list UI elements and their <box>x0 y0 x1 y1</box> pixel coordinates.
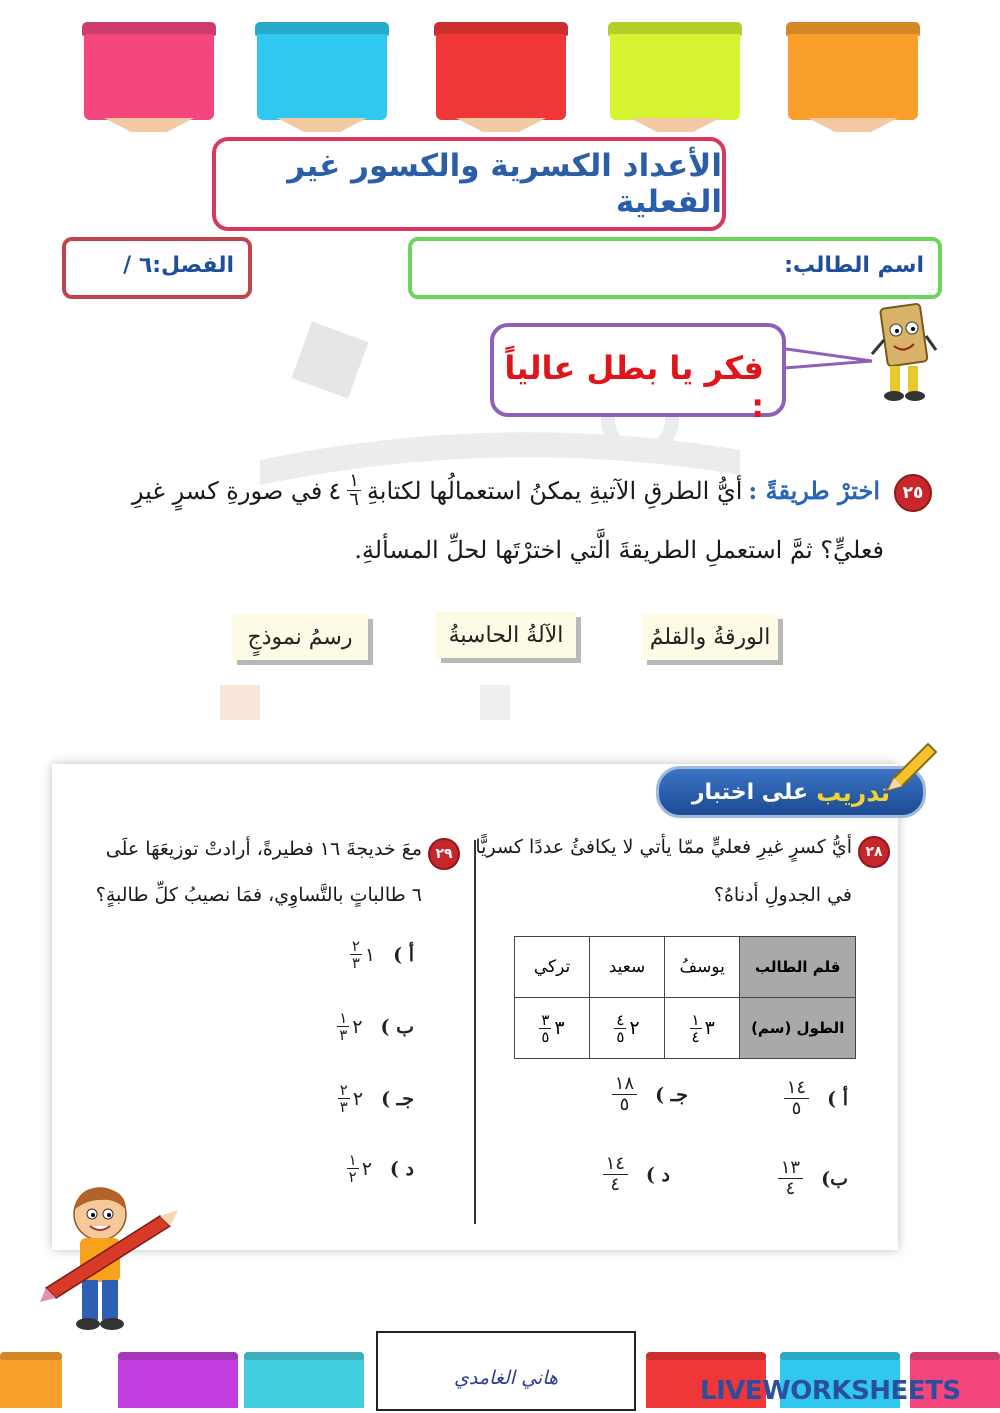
decor-cap-1 <box>84 22 214 132</box>
q29-choice-d[interactable]: د ) ٢ $\frac{١}{٢}$ <box>348 1151 414 1186</box>
q29-choice-b[interactable]: ب ) ٢ $\frac{١}{٣}$ <box>339 1009 414 1044</box>
question-28-number: ٢٨ <box>858 836 890 868</box>
think-text: فكر يا بطل عالياً : <box>504 349 764 425</box>
decor-cap-3 <box>436 22 566 132</box>
q28-choice-c[interactable]: جـ ) ١٨ ٥ <box>612 1074 688 1115</box>
decor-bottom-cap-2 <box>118 1352 238 1408</box>
option-calculator[interactable]: الآلةُ الحاسبةُ <box>436 612 576 658</box>
question-28-line-2: في الجدولِ أدناهُ؟ <box>713 884 852 906</box>
question-25-fraction: $\frac{١}{٦}$ <box>349 470 359 510</box>
student-name-field[interactable] <box>408 237 942 299</box>
question-25-label: اخترْ طريقةً : <box>748 476 880 505</box>
author-box <box>376 1331 636 1411</box>
decor-bottom-cap-1 <box>0 1352 62 1408</box>
class-field[interactable] <box>62 237 252 299</box>
table-header-cell: قلم الطالب <box>740 937 856 998</box>
table-cell-name: يوسفُ <box>664 937 739 998</box>
question-25-text-a: أيُّ الطرقِ الآتيةِ يمكنُ استعمالُها لكتابةِ <box>366 476 743 505</box>
class-label: الفصل:٦ / <box>123 253 234 278</box>
think-bubble <box>490 323 786 425</box>
table-header-cell: الطول (سم) <box>740 998 856 1059</box>
banner-word-training: تدريب <box>816 777 891 807</box>
question-29-line-2: ٦ طالباتٍ بالتَّساوِي، فمَا نصيبُ كلِّ طالبةٍ؟ <box>95 884 422 906</box>
liveworksheets-logo[interactable]: LIVEWORKSHEETS <box>700 1376 961 1406</box>
question-25-line-1 <box>132 472 880 509</box>
author-name: هاني الغامدي <box>453 1367 559 1389</box>
speech-pointer <box>772 343 872 373</box>
question-29-line-1: معَ خديجةَ ١٦ فطيرةً، أرادتْ توزيعَهَا علَى <box>105 838 422 860</box>
q28-choice-b[interactable]: ب) ١٣ ٤ <box>778 1158 848 1199</box>
question-25-whole: ٤ <box>328 476 342 505</box>
banner-word-test: على اختبار <box>691 779 809 805</box>
q29-choice-a[interactable]: أ ) ١ $\frac{٢}{٣}$ <box>351 937 414 972</box>
decor-cap-2 <box>257 22 387 132</box>
q29-choice-c[interactable]: جـ ) ٢ $\frac{٢}{٣}$ <box>339 1081 414 1116</box>
table-cell-value: ٣ $\frac{١}{٤}$ <box>664 998 739 1059</box>
decor-cap-4 <box>610 22 740 132</box>
page-title: الأعداد الكسرية والكسور غير الفعلية <box>287 148 722 220</box>
option-paper-pencil[interactable]: الورقةُ والقلمُ <box>642 614 778 660</box>
table-cell-name: سعيد <box>590 937 665 998</box>
q28-choice-d[interactable]: د ) ١٤ ٤ <box>603 1154 670 1195</box>
table-row <box>515 937 856 998</box>
decor-cap-5 <box>788 22 918 132</box>
boy-with-pencil-icon <box>36 1180 186 1340</box>
pencil-length-table <box>514 936 856 1059</box>
table-cell-value: ٣ $\frac{٣}{٥}$ <box>515 998 590 1059</box>
question-25-text-b: في صورةِ كسرٍ غيرِ <box>131 476 323 505</box>
decor-bottom-cap-3 <box>244 1352 364 1408</box>
table-row <box>515 998 856 1059</box>
table-cell-value: ٢ $\frac{٤}{٥}$ <box>590 998 665 1059</box>
option-draw-model[interactable]: رسمُ نموذجٍ <box>232 614 368 660</box>
question-25-line-2: فعليٍّ؟ ثمَّ استعملِ الطريقةَ الَّتي اخترْتَها لحلِّ المسألةِ. <box>354 536 884 564</box>
mascot-character-icon <box>868 296 940 408</box>
title-box <box>212 137 726 231</box>
question-29-number: ٢٩ <box>428 838 460 870</box>
panel-divider <box>474 840 476 1224</box>
question-25-number: ٢٥ <box>894 474 932 512</box>
table-cell-name: تركي <box>515 937 590 998</box>
question-28-line-1: أيُّ كسرٍ غيرِ فعليٍّ ممّا يأتي لا يكافئُ عددًا كسريًّا <box>475 836 852 858</box>
student-name-label: اسم الطالب: <box>784 253 924 278</box>
pencil-icon <box>880 738 940 798</box>
q28-choice-a[interactable]: أ ) ١٤ ٥ <box>784 1078 848 1119</box>
